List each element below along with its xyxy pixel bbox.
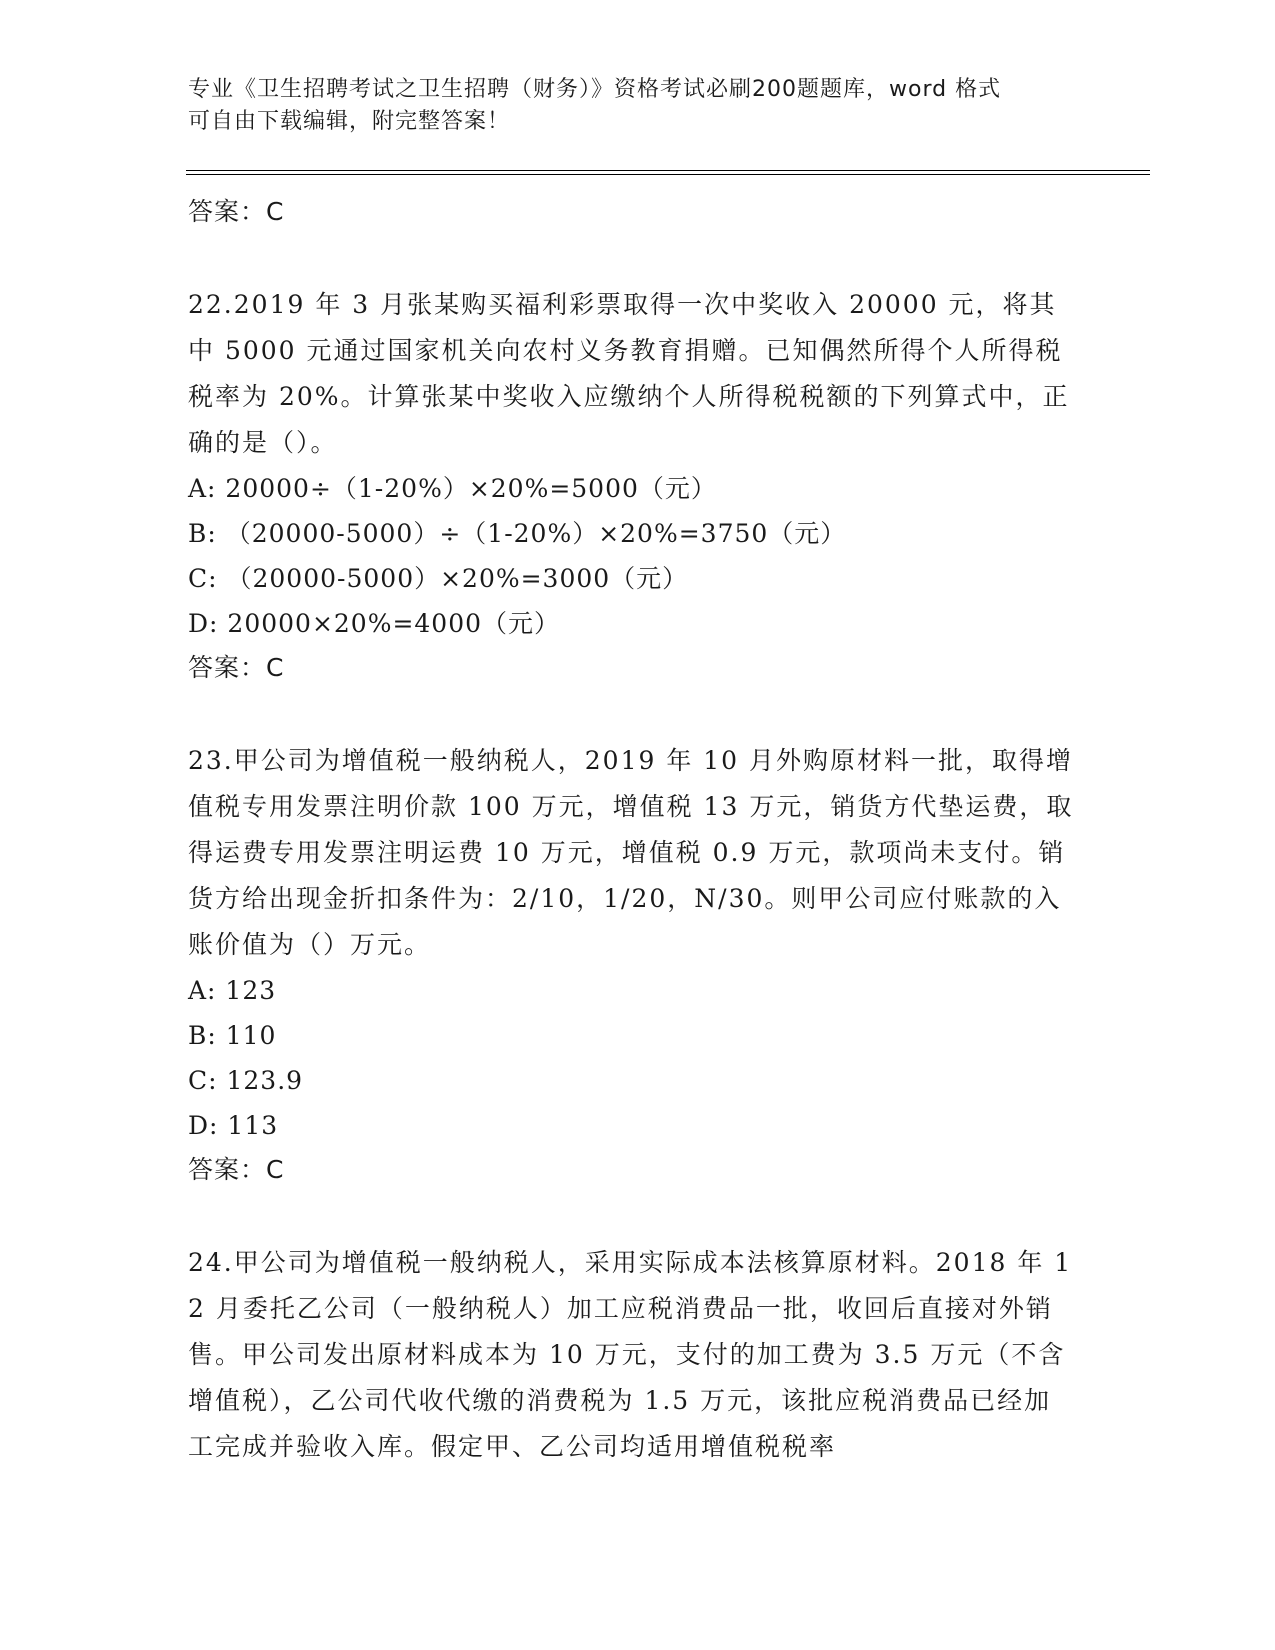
option-d: D: 113	[188, 1111, 279, 1140]
answer: 答案：C	[188, 1155, 285, 1184]
question-23	[188, 738, 1078, 1192]
document-body	[188, 190, 1078, 1470]
header-line-1: 专业《卫生招聘考试之卫生招聘（财务）》资格考试必刷200题题库，word 格式	[188, 77, 1002, 102]
header-line-2: 可自由下载编辑，附完整答案！	[188, 109, 511, 134]
question-stem: 23.甲公司为增值税一般纳税人，2019 年 10 月外购原材料一批，取得增值税专用发票注明价款 100 万元，增值税 13 万元，销货方代垫运费，取得运费专用发票注明运费 10 万元，增值税 0.9 万元，款项尚未支付。销货方给出现金折扣条件为：2/10，1/20，N/30。则甲公司应付账款的入账价值为（）万元。	[188, 746, 1074, 959]
option-a: A: 20000÷（1-20%）×20%=5000（元）	[188, 474, 717, 503]
option-d: D: 20000×20%=4000（元）	[188, 609, 561, 638]
option-b: B: 110	[188, 1021, 277, 1050]
header-divider-bottom	[186, 174, 1150, 175]
answer-previous: 答案：C	[188, 197, 285, 226]
question-24	[188, 1240, 1078, 1470]
answer: 答案：C	[188, 653, 285, 682]
header-divider-top	[186, 170, 1150, 171]
question-22	[188, 282, 1078, 690]
option-c: C: 123.9	[188, 1066, 304, 1095]
option-c: C: （20000-5000）×20%=3000（元）	[188, 564, 689, 593]
question-stem: 22.2019 年 3 月张某购买福利彩票取得一次中奖收入 20000 元，将其中 5000 元通过国家机关向农村义务教育捐赠。已知偶然所得个人所得税税率为 20%。计算张某中奖收入应缴纳个人所得税税额的下列算式中，正确的是（）。	[188, 290, 1070, 457]
document-header	[188, 74, 1068, 138]
option-a: A: 123	[188, 976, 277, 1005]
option-b: B: （20000-5000）÷（1-20%）×20%=3750（元）	[188, 519, 847, 548]
question-stem: 24.甲公司为增值税一般纳税人，采用实际成本法核算原材料。2018 年 12 月委托乙公司（一般纳税人）加工应税消费品一批，收回后直接对外销售。甲公司发出原材料成本为 10 万元，支付的加工费为 3.5 万元（不含增值税），乙公司代收代缴的消费税为 1.5 万元，该批应税消费品已经加工完成并验收入库。假定甲、乙公司均适用增值税税率	[188, 1248, 1073, 1461]
